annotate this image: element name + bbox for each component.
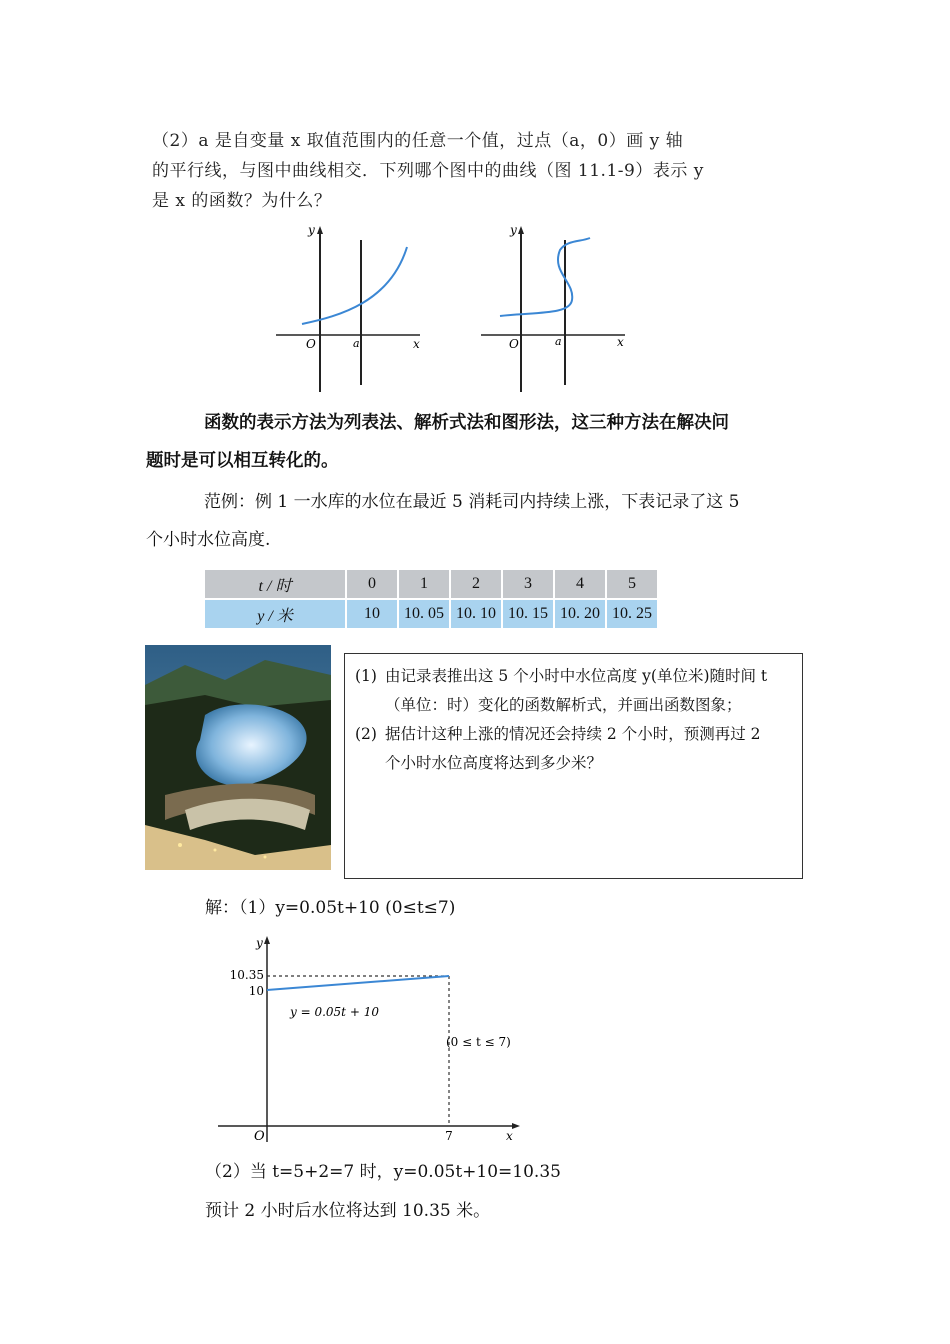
table-cell: 2	[451, 570, 501, 598]
chart-domain-label: (0 ≤ t ≤ 7)	[446, 1035, 511, 1049]
question-2-line-2-box: 个小时水位高度将达到多少米？	[385, 754, 603, 772]
water-level-table	[203, 568, 659, 630]
graph-right-origin-label: O	[509, 337, 519, 351]
chart-series-line	[267, 976, 449, 990]
graph-left-a-label: a	[353, 337, 360, 350]
graph-right-y-arrow	[518, 226, 524, 234]
graph-left-x-label: x	[413, 337, 420, 351]
graph-left	[270, 220, 430, 395]
solution-chart	[210, 930, 540, 1150]
table-cell: 10. 20	[555, 600, 605, 628]
solution-line-3: 预计 2 小时后水位将达到 10.35 米。	[205, 1201, 491, 1221]
questions-box	[344, 653, 803, 879]
table-cell: 10. 25	[607, 600, 657, 628]
question-item-2	[355, 720, 792, 749]
table-cell: 4	[555, 570, 605, 598]
table-row-time	[205, 570, 657, 598]
solution-line-2: （2）当 t=5+2=7 时，y=0.05t+10=10.35	[205, 1162, 561, 1182]
table-header-level: y / 米	[205, 600, 345, 628]
chart-y-label: y	[256, 936, 263, 950]
graph-left-y-label: y	[308, 223, 315, 237]
chart-origin-label: O	[254, 1129, 265, 1144]
chart-y-tick-10: 10	[248, 984, 264, 998]
question-item-1-cont	[355, 691, 792, 720]
chart-x-label: x	[506, 1129, 513, 1143]
graph-left-y-arrow	[317, 226, 323, 234]
summary-paragraph	[146, 404, 808, 480]
table-cell: 10	[347, 600, 397, 628]
question-1-line-2: （单位：时）变化的函数解析式，并画出函数图象；	[385, 696, 742, 714]
question-2-number: (2)	[355, 725, 377, 743]
question-item-1	[355, 662, 792, 691]
question-2-line-3: 是 x 的函数？为什么？	[152, 191, 332, 211]
solution-line-1: 解：（1）y=0.05t+10 (0≤t≤7)	[205, 898, 456, 918]
table-cell: 10. 05	[399, 600, 449, 628]
summary-line-2: 题时是可以相互转化的。	[146, 451, 339, 471]
chart-x-arrow	[512, 1123, 520, 1129]
example-paragraph	[146, 483, 808, 559]
example-line-1: 范例：例 1 一水库的水位在最近 5 消耗司内持续上涨，下表记录了这 5	[204, 492, 740, 512]
table-row-level	[205, 600, 657, 628]
question-2-line-1: （2）a 是自变量 x 取值范围内的任意一个值，过点（a，0）画 y 轴	[152, 131, 684, 151]
graph-left-origin-label: O	[306, 337, 316, 351]
graph-right-a-label: a	[555, 335, 562, 348]
table-cell: 10. 10	[451, 600, 501, 628]
chart-x-tick-7: 7	[445, 1129, 453, 1143]
chart-equation-label: y = 0.05t + 10	[290, 1005, 379, 1019]
table-cell: 3	[503, 570, 553, 598]
question-1-number: (1)	[355, 667, 377, 685]
chart-y-tick-10-35: 10.35	[229, 968, 264, 982]
table-header-time: t / 时	[205, 570, 345, 598]
summary-line-1: 函数的表示方法为列表法、解析式法和图形法，这三种方法在解决问	[204, 413, 729, 433]
reservoir-photo	[145, 645, 331, 870]
question-1-line-1: 由记录表推出这 5 个小时中水位高度 y(单位米)随时间 t	[385, 667, 768, 685]
table-cell: 5	[607, 570, 657, 598]
table-cell: 0	[347, 570, 397, 598]
question-2-line-2: 的平行线，与图中曲线相交．下列哪个图中的曲线（图 11.1-9）表示 y	[152, 161, 704, 181]
question-2-text	[152, 126, 762, 216]
chart-y-arrow	[264, 936, 270, 944]
table-cell: 10. 15	[503, 600, 553, 628]
question-2-line-1-box: 据估计这种上涨的情况还会持续 2 个小时，预测再过 2	[385, 725, 761, 743]
question-item-2-cont	[355, 749, 792, 778]
graph-left-curve	[302, 247, 407, 324]
graph-right-y-label: y	[510, 223, 517, 237]
graph-right	[475, 220, 635, 395]
example-line-2: 个小时水位高度.	[146, 530, 271, 550]
graph-right-x-label: x	[617, 335, 624, 349]
graph-right-curve	[500, 238, 590, 316]
table-cell: 1	[399, 570, 449, 598]
